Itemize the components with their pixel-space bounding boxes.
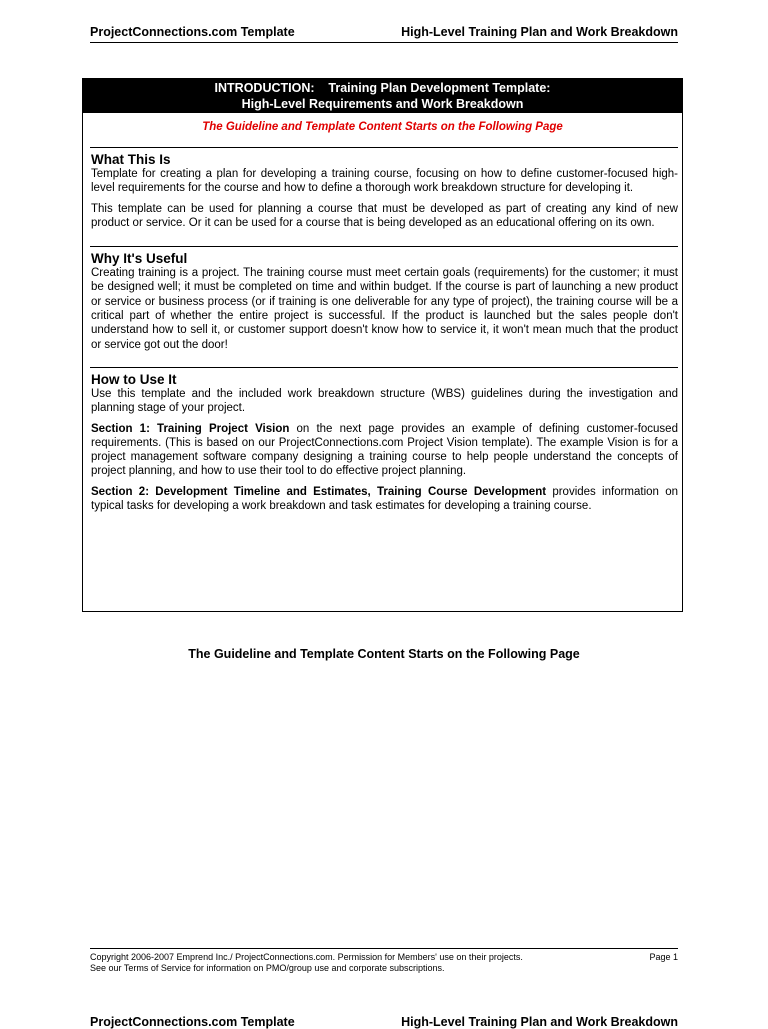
section-body [90,387,678,513]
paragraph: Use this template and the included work breakdown structure (WBS) guidelines during the investigation and planning stage of your project. [91,387,678,415]
section-why-its-useful [90,246,678,352]
page-header [90,24,678,43]
paragraph: Creating training is a project. The training course must meet certain goals (requirements) for the customer; it must be designed well; it must be completed on time and within budget. If the course is part of launching a new product or service or business process (or if training is one deliverable for any type of project), the training course will be a critical part of whether the entire project is successful. If the product is launched but the sales people don't understand how to sell it, or customer support doesn't know how to service it, it won't mean much that the product or service got out the door! [91,267,678,351]
copyright-line: Copyright 2006-2007 Emprend Inc./ ProjectConnections.com. Permission for Members' use on their projects. [90,952,523,962]
section-heading: Why It's Useful [90,246,678,266]
section-1-text: on the next page provides an example of defining customer-focused requirements. (This is based on our ProjectConnections.com Project Vision template). The example Vision is for a project management software company designing a training course to help people understand the concepts of project planning, and how to use their tool to do effective project planning. [91,422,678,478]
header-document-title: High-Level Training Plan and Work Breakdown [401,25,678,39]
banner-line-1: INTRODUCTION: Training Plan Development Template: [214,81,551,95]
section-1-label: Section 1: Training Project Vision [91,422,290,435]
page-footer [90,948,678,974]
section-body [90,167,678,230]
introduction-banner [83,79,682,113]
page-number: Page 1 [649,952,678,962]
paragraph-section-2 [91,485,678,514]
banner-line-2: High-Level Requirements and Work Breakdown [241,97,524,111]
section-what-this-is [90,147,678,230]
paragraph-section-1 [91,422,678,479]
content-notice: The Guideline and Template Content Starts on the Following Page [202,121,563,133]
section-heading: What This Is [90,147,678,167]
header-template-name: ProjectConnections.com Template [90,25,295,39]
introduction-box [82,78,683,612]
paragraph: Template for creating a plan for developing a training course, focusing on how to define customer-focused high-level requirements for the course and how to define a thorough work breakdown structure for developing it. [91,168,678,195]
section-body [90,266,678,352]
terms-line: See our Terms of Service for information on PMO/group use and corporate subscriptions. [90,963,445,973]
next-header-template-name: ProjectConnections.com Template [90,1015,295,1029]
content-starts-notice: The Guideline and Template Content Starts on the Following Page [188,647,580,661]
paragraph: This template can be used for planning a course that must be developed as part of creating any kind of new product or service. Or it can be used for a course that is being developed as an educational offering on its own. [91,202,678,229]
next-header-document-title: High-Level Training Plan and Work Breakdown [401,1015,678,1029]
section-how-to-use-it [90,367,678,513]
section-2-label: Section 2: Development Timeline and Estimates, Training Course Development [91,485,547,498]
section-heading: How to Use It [90,367,678,387]
section-2-text: provides information on typical tasks for developing a work breakdown and task estimates for developing a training course. [91,485,678,513]
